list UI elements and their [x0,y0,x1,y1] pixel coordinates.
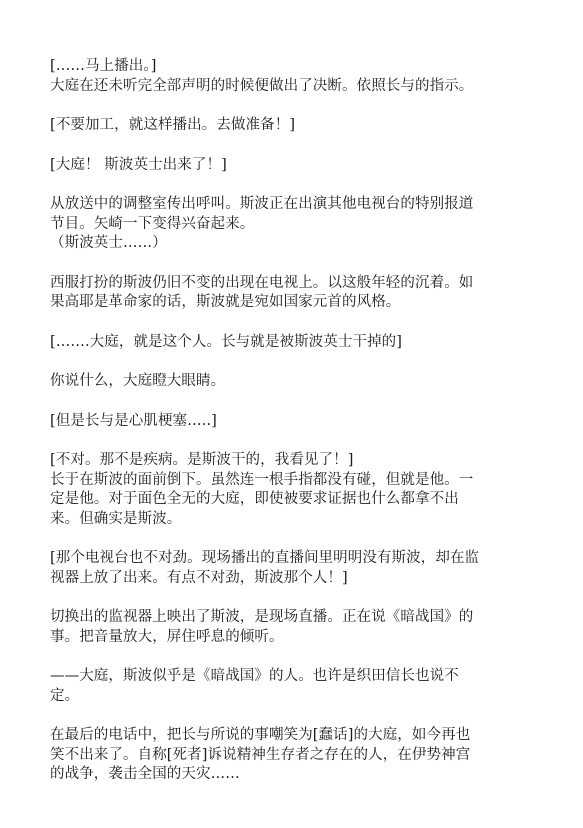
text-line: （斯波英士……） [50,235,167,251]
document-page [50,57,536,805]
text-line: 西服打扮的斯波仍旧不变的出现在电视上。以这般年轻的沉着。如 [50,274,474,291]
text-line: 大庭在还未听完全部声明的时候便做出了决断。依照长与的指示。 [50,77,474,94]
text-line: [不对。那不是疾病。是斯波干的，我看见了！] [50,452,354,468]
text-line: 切换出的监视器上映出了斯波，是现场直播。正在说《暗战国》的 [50,609,474,625]
text-line: 从放送中的调整室传出呼叫。斯波正在出演其他电视台的特别报道 [50,196,474,212]
paragraph-heart-attack [50,412,536,432]
paragraph-monitor-live [50,608,536,647]
paragraph-control-room-call [50,195,536,254]
paragraph-this-is-the-man [50,333,536,353]
text-line: [不要加工，就这样播出。去做准备！] [50,117,296,133]
paragraph-tv-station-strange [50,549,536,588]
paragraph-broadcast-decision [50,57,536,96]
text-line: 你说什么，大庭瞪大眼睛。 [50,373,226,389]
paragraph-oba-surprised [50,372,536,392]
text-line: [但是长与是心肌梗塞…..] [50,412,217,429]
text-line: 定。 [50,687,80,704]
text-line: 的战争，袭击全国的天灾…… [50,766,240,782]
paragraph-no-editing [50,116,536,136]
paragraph-shiba-on-tv [50,274,536,313]
text-line: [……马上播出。] [50,58,157,74]
text-line: 事。把音量放大，屏住呼息的倾听。 [50,628,284,645]
text-line: 定是他。对于面色全无的大庭，即使被要求证据也什么都拿不出 [50,491,459,507]
text-line: 长于在斯波的面前倒下。虽然连一根手指都没有碰，但就是他。一 [50,471,474,488]
text-line: 在最后的电话中，把长与所说的事嘲笑为[蠢话]的大庭，如今再也 [50,727,471,743]
paragraph-not-illness [50,451,536,529]
text-line: [那个电视台也不对劲。现场播出的直播间里明明没有斯波，却在监 [50,550,480,566]
text-line: 笑不出来了。自称[死者]诉说精神生存者之存在的人，在伊势神宫 [50,746,471,763]
paragraph-dark-warring-states [50,667,536,706]
text-line: [大庭！ 斯波英士出来了！] [50,156,227,173]
text-line: 节目。矢崎一下变得兴奋起来。 [50,215,255,232]
text-line: 视器上放了出来。有点不对劲，斯波那个人！] [50,569,348,586]
paragraph-last-phone-call [50,726,536,785]
text-line: ——大庭，斯波似乎是《暗战国》的人。也许是织田信长也说不 [50,668,459,684]
text-line: 来。但确实是斯波。 [50,510,182,527]
text-line: […….大庭，就是这个人。长与就是被斯波英士干掉的] [50,333,403,350]
text-line: 果高耶是革命家的话，斯波就是宛如国家元首的风格。 [50,294,401,310]
paragraph-shiba-appears [50,156,536,176]
